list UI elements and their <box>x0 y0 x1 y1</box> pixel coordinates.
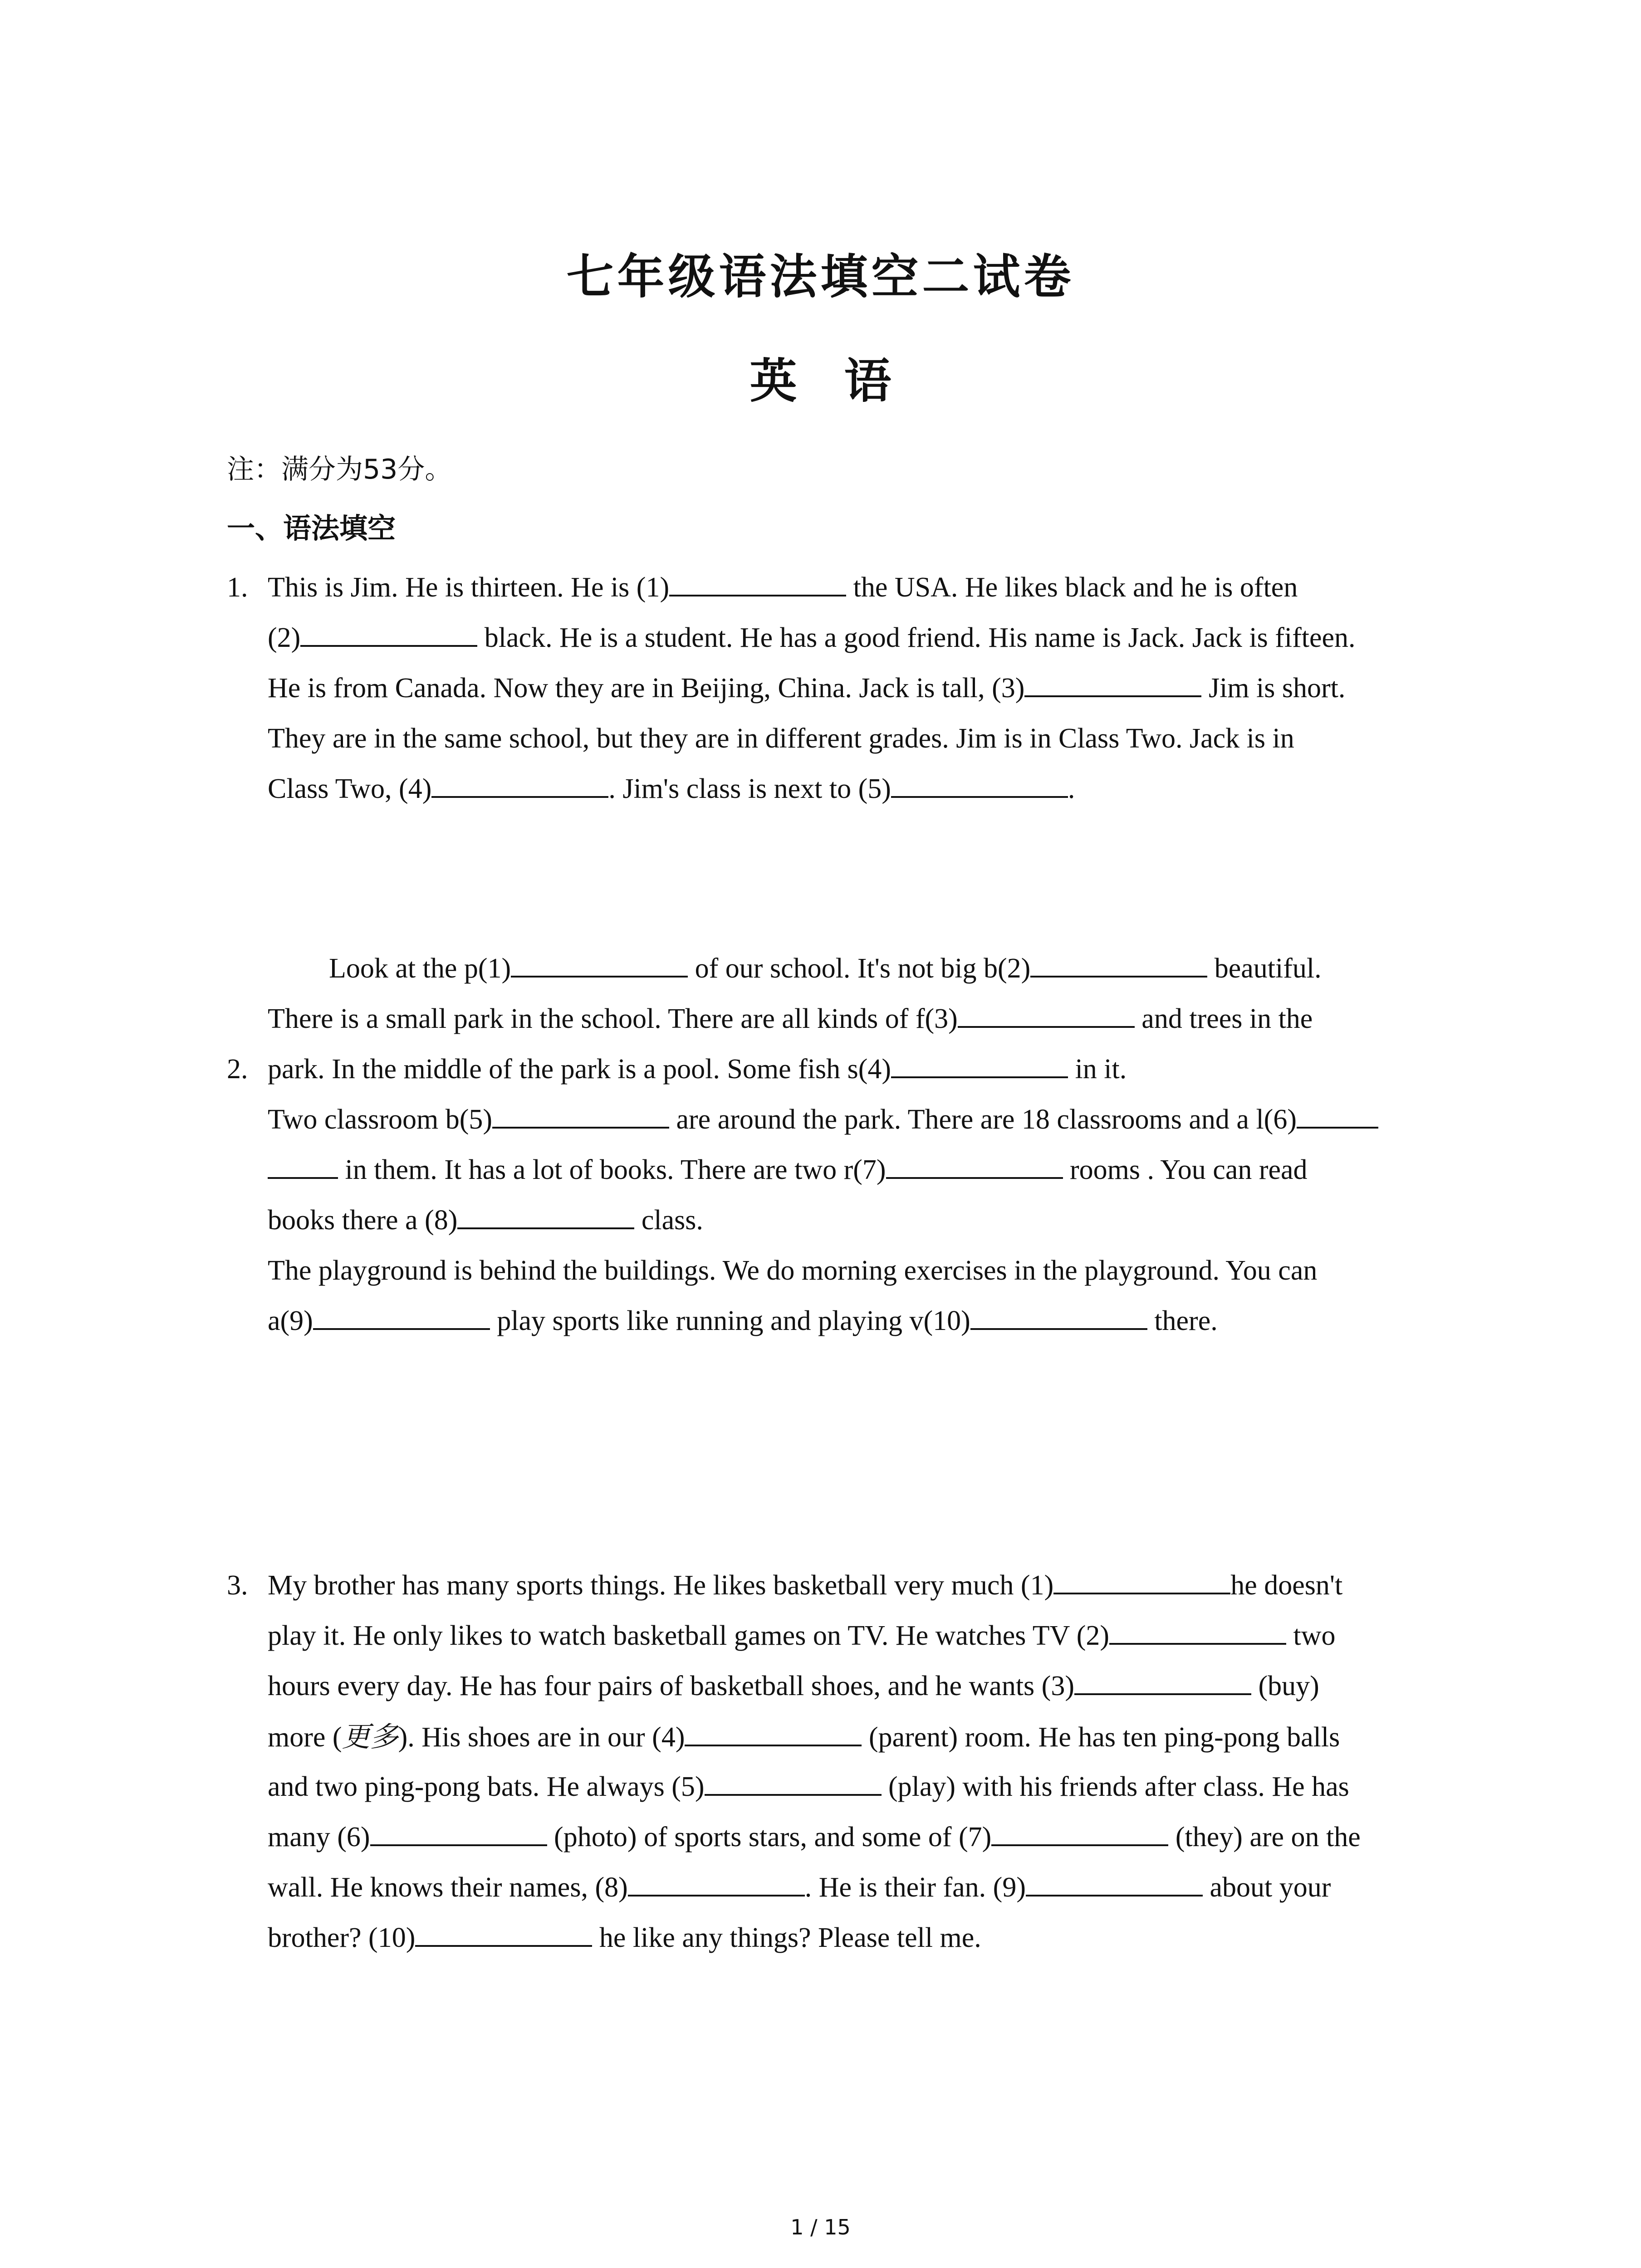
text-segment: (2) <box>268 622 301 653</box>
answer-blank-6[interactable] <box>370 1813 547 1846</box>
text-segment: many (6) <box>268 1822 370 1853</box>
text-segment: (photo) of sports stars, and some of (7) <box>554 1822 992 1853</box>
text-segment: . He is their fan. (9) <box>804 1872 1026 1903</box>
text-segment: There is a small park in the school. There are all kinds of f(3) <box>268 1003 958 1034</box>
text-segment: two <box>1293 1620 1336 1651</box>
answer-blank-5[interactable] <box>705 1763 882 1796</box>
answer-blank-1[interactable] <box>1053 1562 1230 1594</box>
text-segment: are around the park. There are 18 classrooms and a l(6) <box>676 1104 1297 1135</box>
answer-blank-10[interactable] <box>415 1914 592 1947</box>
question-body <box>268 562 1497 814</box>
text-segment: He is from Canada. Now they are in Beijing, China. Jack is tall, (3) <box>268 673 1025 704</box>
text-segment: (parent) room. He has ten ping-pong balls <box>868 1722 1340 1753</box>
text-line <box>268 1560 1497 1611</box>
text-line <box>268 994 1497 1044</box>
text-line <box>268 1246 1497 1296</box>
question-number: 1. <box>227 572 248 603</box>
text-segment: ). His shoes are in our (4) <box>398 1722 685 1753</box>
answer-blank-7[interactable] <box>886 1146 1063 1179</box>
text-segment: . <box>1068 773 1075 804</box>
section-title: 一、语法填空 <box>227 512 396 545</box>
text-segment: hours every day. He has four pairs of basketball shoes, and he wants (3) <box>268 1671 1074 1701</box>
text-line <box>268 1095 1497 1145</box>
text-segment: Class Two, (4) <box>268 773 432 804</box>
text-segment: (buy) <box>1258 1671 1319 1701</box>
text-segment: (play) with his friends after class. He has <box>888 1771 1349 1802</box>
text-line <box>268 1296 1497 1346</box>
text-segment: in them. It has a lot of books. There are two r(7) <box>345 1154 886 1185</box>
text-segment: . Jim's class is next to (5) <box>608 773 891 804</box>
text-line <box>268 1195 1497 1246</box>
question-number: 2. <box>227 1054 248 1085</box>
text-segment: class. <box>641 1205 703 1236</box>
answer-blank-3[interactable] <box>958 995 1135 1028</box>
text-segment: The playground is behind the buildings. We do morning exercises in the playground. You can <box>268 1255 1318 1286</box>
answer-blank-8[interactable] <box>457 1197 634 1229</box>
text-line <box>268 1145 1497 1195</box>
text-segment: he like any things? Please tell me. <box>599 1922 981 1953</box>
text-line <box>268 663 1497 714</box>
text-segment: play sports like running and playing v(10) <box>497 1305 970 1336</box>
answer-blank-7[interactable] <box>991 1813 1168 1846</box>
text-segment: This is Jim. He is thirteen. He is (1) <box>268 572 670 603</box>
answer-blank-3[interactable] <box>1074 1662 1251 1695</box>
text-segment: and two ping-pong bats. He always (5) <box>268 1771 705 1802</box>
answer-blank-9[interactable] <box>1026 1864 1203 1897</box>
subject-title: 英语 <box>749 353 939 409</box>
text-line <box>268 562 1497 613</box>
text-segment: there. <box>1154 1305 1218 1336</box>
answer-blank-3[interactable] <box>1024 665 1201 697</box>
answer-blank-4[interactable] <box>891 1046 1068 1078</box>
answer-blank-1[interactable] <box>511 945 688 978</box>
text-segment: Look at the p(1) <box>329 953 511 984</box>
page-title: 七年级语法填空二试卷 <box>566 249 1075 304</box>
text-segment: rooms . You can read <box>1070 1154 1308 1185</box>
text-segment: of our school. It's not big b(2) <box>695 953 1031 984</box>
text-segment: about your <box>1210 1872 1331 1903</box>
text-segment: wall. He knows their names, (8) <box>268 1872 628 1903</box>
answer-blank-2[interactable] <box>300 614 477 647</box>
text-line <box>268 1762 1497 1812</box>
text-line <box>268 1044 1497 1095</box>
text-segment: the USA. He likes black and he is often <box>853 572 1298 603</box>
answer-blank-5[interactable] <box>891 765 1068 798</box>
text-segment: and trees in the <box>1141 1003 1313 1034</box>
text-line <box>268 943 1497 994</box>
text-segment: Jim is short. <box>1208 673 1346 704</box>
text-segment: beautiful. <box>1214 953 1322 984</box>
text-segment: in it. <box>1075 1054 1127 1085</box>
text-segment: My brother has many sports things. He likes basketball very much (1) <box>268 1570 1054 1601</box>
text-line <box>268 613 1497 663</box>
question-number: 3. <box>227 1570 248 1601</box>
answer-blank-10[interactable] <box>970 1297 1147 1330</box>
text-line <box>268 1862 1497 1913</box>
answer-blank-5[interactable] <box>492 1096 669 1129</box>
text-segment: more ( <box>268 1722 342 1753</box>
text-line <box>268 1913 1497 1963</box>
answer-blank-2[interactable] <box>1030 945 1207 978</box>
question-body <box>268 943 1497 1346</box>
text-line <box>268 764 1497 814</box>
text-segment: play it. He only likes to watch basketball games on TV. He watches TV (2) <box>268 1620 1110 1651</box>
text-line <box>268 714 1497 764</box>
answer-blank-4[interactable] <box>685 1714 862 1746</box>
text-segment: he doesn't <box>1230 1570 1343 1601</box>
answer-blank-9[interactable] <box>313 1297 490 1330</box>
text-line <box>268 1812 1497 1862</box>
answer-blank-6[interactable] <box>1297 1096 1378 1129</box>
answer-blank-1[interactable] <box>669 564 846 596</box>
text-segment: brother? (10) <box>268 1922 416 1953</box>
question-body <box>268 1560 1497 1963</box>
text-segment: Two classroom b(5) <box>268 1104 493 1135</box>
chinese-hint: 更多 <box>342 1720 398 1753</box>
text-segment: books there a (8) <box>268 1205 458 1236</box>
answer-blank-4[interactable] <box>431 765 608 798</box>
text-line <box>268 1611 1497 1661</box>
answer-blank-8[interactable] <box>628 1864 805 1897</box>
answer-blank-2[interactable] <box>1109 1612 1286 1645</box>
text-segment: They are in the same school, but they are in different grades. Jim is in Class Two. Jack is in <box>268 723 1294 754</box>
text-segment: a(9) <box>268 1305 313 1336</box>
text-segment: (they) are on the <box>1175 1822 1361 1853</box>
text-segment: park. In the middle of the park is a pool. Some fish s(4) <box>268 1054 892 1085</box>
answer-blank-6-continued[interactable] <box>268 1146 338 1179</box>
page-number: 1 / 15 <box>790 2215 851 2239</box>
text-line <box>268 1661 1497 1711</box>
text-line <box>268 1711 1497 1762</box>
score-note: 注：满分为53分。 <box>227 454 452 485</box>
text-segment: black. He is a student. He has a good friend. His name is Jack. Jack is fifteen. <box>484 622 1356 653</box>
